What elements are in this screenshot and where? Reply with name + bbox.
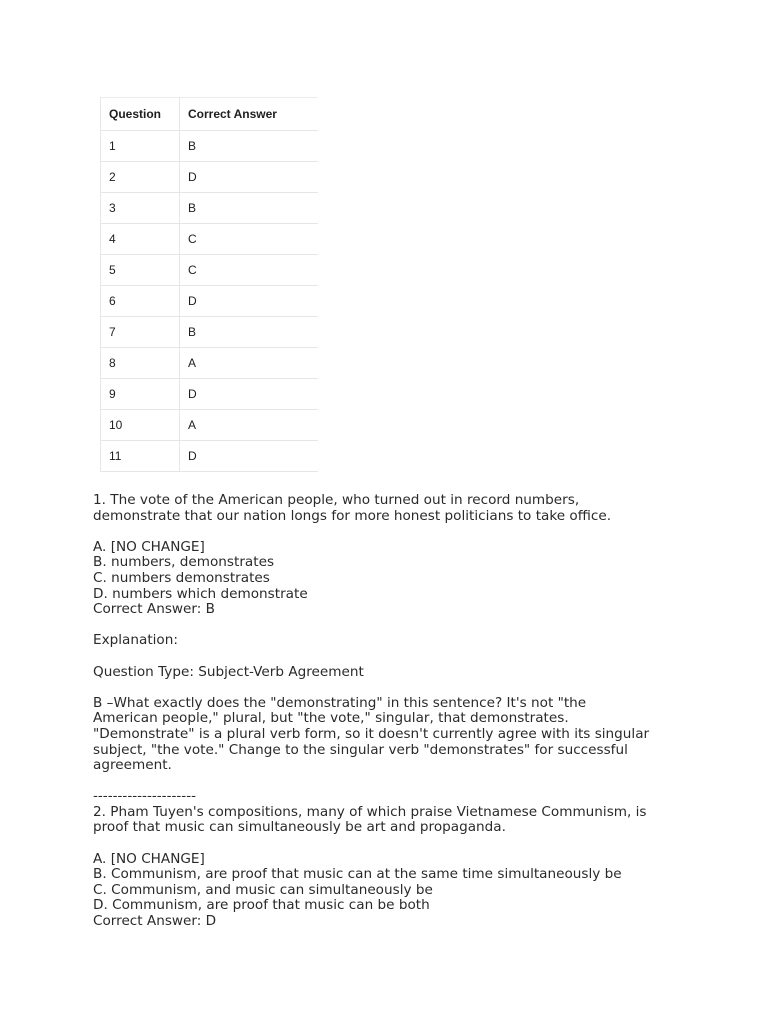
answer-cell: B [180,317,319,348]
explanation-line: agreement. [93,757,172,774]
question-content [93,493,693,930]
answer-cell: C [180,224,319,255]
question-number-cell: 7 [101,317,180,348]
question-number-cell: 3 [101,193,180,224]
question-1-option-c: C. numbers demonstrates [93,569,270,586]
question-1-option-a: A. [NO CHANGE] [93,538,205,555]
question-2-option-a: A. [NO CHANGE] [93,850,205,867]
question-1-prompt-line: demonstrate that our nation longs for more honest politicians to take office. [93,507,612,524]
explanation-line: American people," plural, but "the vote," singular, that demonstrates. [93,710,569,727]
answer-cell: A [180,410,319,441]
table-row [101,162,319,193]
table-row [101,348,319,379]
table-row [101,317,319,348]
explanation-line: B –What exactly does the "demonstrating" in this sentence? It's not "the [93,694,587,711]
section-divider: --------------------- [93,788,197,805]
question-number-cell: 8 [101,348,180,379]
column-header-question: Question [101,98,180,131]
question-number-cell: 1 [101,131,180,162]
table-row [101,255,319,286]
question-2-option-c: C. Communism, and music can simultaneously be [93,881,433,898]
question-2-prompt-line: 2. Pham Tuyen's compositions, many of which praise Vietnamese Communism, is [93,803,647,820]
table-row [101,286,319,317]
table-header-row [101,98,319,131]
question-1-correct-answer: Correct Answer: B [93,601,215,618]
explanation-label: Explanation: [93,632,178,649]
question-2-option-b: B. Communism, are proof that music can at the same time simultaneously be [93,866,622,883]
question-1-option-d: D. numbers which demonstrate [93,585,308,602]
answer-cell: D [180,286,319,317]
answer-cell: B [180,131,319,162]
question-1-option-b: B. numbers, demonstrates [93,554,275,571]
question-2-correct-answer: Correct Answer: D [93,913,217,930]
explanation-line: subject, "the vote." Change to the singular verb "demonstrates" for successful [93,741,628,758]
column-header-correct-answer: Correct Answer [180,98,319,131]
table-row [101,410,319,441]
table-row [101,379,319,410]
question-number-cell: 2 [101,162,180,193]
answer-cell: D [180,162,319,193]
question-number-cell: 4 [101,224,180,255]
question-type: Question Type: Subject-Verb Agreement [93,663,364,680]
answer-cell: C [180,255,319,286]
question-number-cell: 9 [101,379,180,410]
table-row [101,131,319,162]
table-row [101,224,319,255]
question-number-cell: 6 [101,286,180,317]
question-1-prompt-line: 1. The vote of the American people, who turned out in record numbers, [93,492,580,508]
answer-cell: A [180,348,319,379]
answer-cell: B [180,193,319,224]
answer-cell: D [180,441,319,472]
question-number-cell: 11 [101,441,180,472]
question-2-option-d: D. Communism, are proof that music can be both [93,897,430,914]
question-number-cell: 5 [101,255,180,286]
question-2-prompt-line: proof that music can simultaneously be art and propaganda. [93,819,506,836]
explanation-line: "Demonstrate" is a plural verb form, so it doesn't currently agree with its singular [93,725,650,742]
answer-key-table [100,97,318,472]
table-row [101,441,319,472]
table-row [101,193,319,224]
answer-cell: D [180,379,319,410]
question-number-cell: 10 [101,410,180,441]
